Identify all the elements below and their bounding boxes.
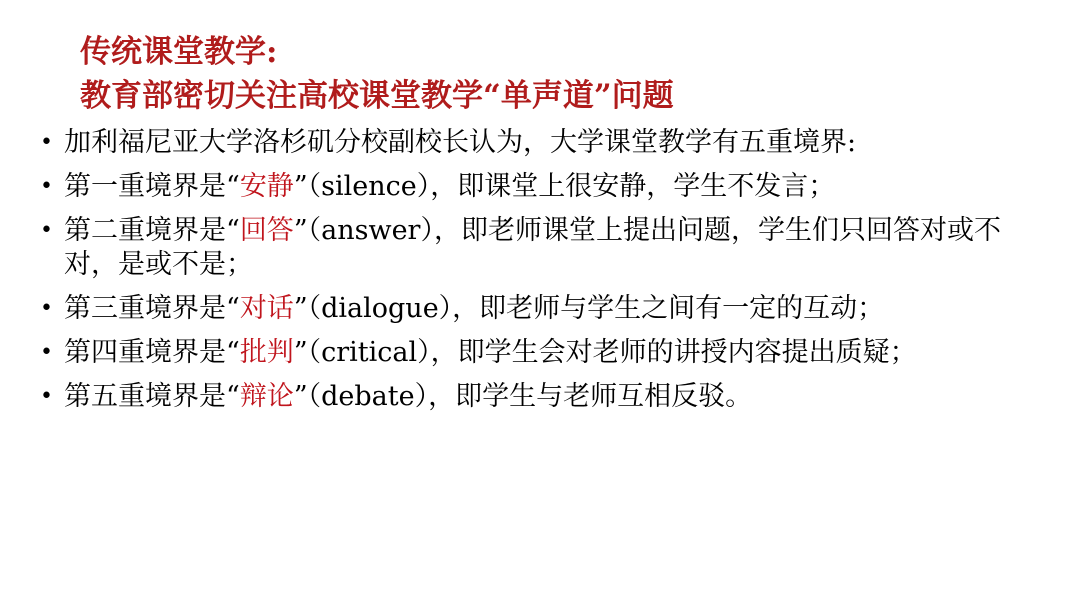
bullet-highlight-term: 批判: [239, 337, 294, 368]
bullet-text: 加利福尼亚大学洛杉矶分校副校长认为，大学课堂教学有五重境界:: [64, 127, 857, 158]
bullet-text-prefix: 第一重境界是“: [64, 171, 240, 202]
bullet-text-prefix: 第二重境界是“: [64, 215, 240, 246]
bullet-icon: •: [40, 384, 53, 409]
bullet-highlight-term: 辩论: [239, 381, 294, 412]
bullet-icon: •: [40, 296, 53, 321]
title-line-2: 教育部密切关注高校课堂教学“单声道”问题: [80, 78, 674, 114]
bullet-list: [40, 126, 1030, 424]
bullet-icon: •: [40, 130, 53, 155]
bullet-item-level-3: [40, 292, 1030, 326]
bullet-highlight-term: 安静: [239, 171, 294, 202]
bullet-text-prefix: 第三重境界是“: [64, 293, 240, 324]
bullet-text-suffix: ”（dialogue），即老师与学生之间有一定的互动；: [293, 293, 885, 324]
bullet-text-suffix: ”（answer），即老师课堂上提出问题，学生们只回答对或不对，是或不是；: [64, 215, 1001, 280]
bullet-icon: •: [40, 174, 53, 199]
bullet-highlight-term: 回答: [239, 215, 294, 246]
bullet-item-intro: [40, 126, 1030, 160]
bullet-item-level-4: [40, 336, 1030, 370]
bullet-text-suffix: ”（debate），即学生与老师互相反驳。: [293, 381, 753, 412]
bullet-text-suffix: ”（silence），即课堂上很安静，学生不发言；: [293, 171, 836, 202]
slide-title: [80, 30, 1040, 118]
bullet-icon: •: [40, 218, 53, 243]
bullet-text-suffix: ”（critical），即学生会对老师的讲授内容提出质疑；: [293, 337, 917, 368]
bullet-item-level-2: [40, 214, 1030, 282]
bullet-item-level-1: [40, 170, 1030, 204]
bullet-item-level-5: [40, 380, 1030, 414]
bullet-icon: •: [40, 340, 53, 365]
title-line-1: 传统课堂教学:: [80, 34, 278, 70]
bullet-text-prefix: 第五重境界是“: [64, 381, 240, 412]
bullet-text-prefix: 第四重境界是“: [64, 337, 240, 368]
bullet-highlight-term: 对话: [239, 293, 294, 324]
